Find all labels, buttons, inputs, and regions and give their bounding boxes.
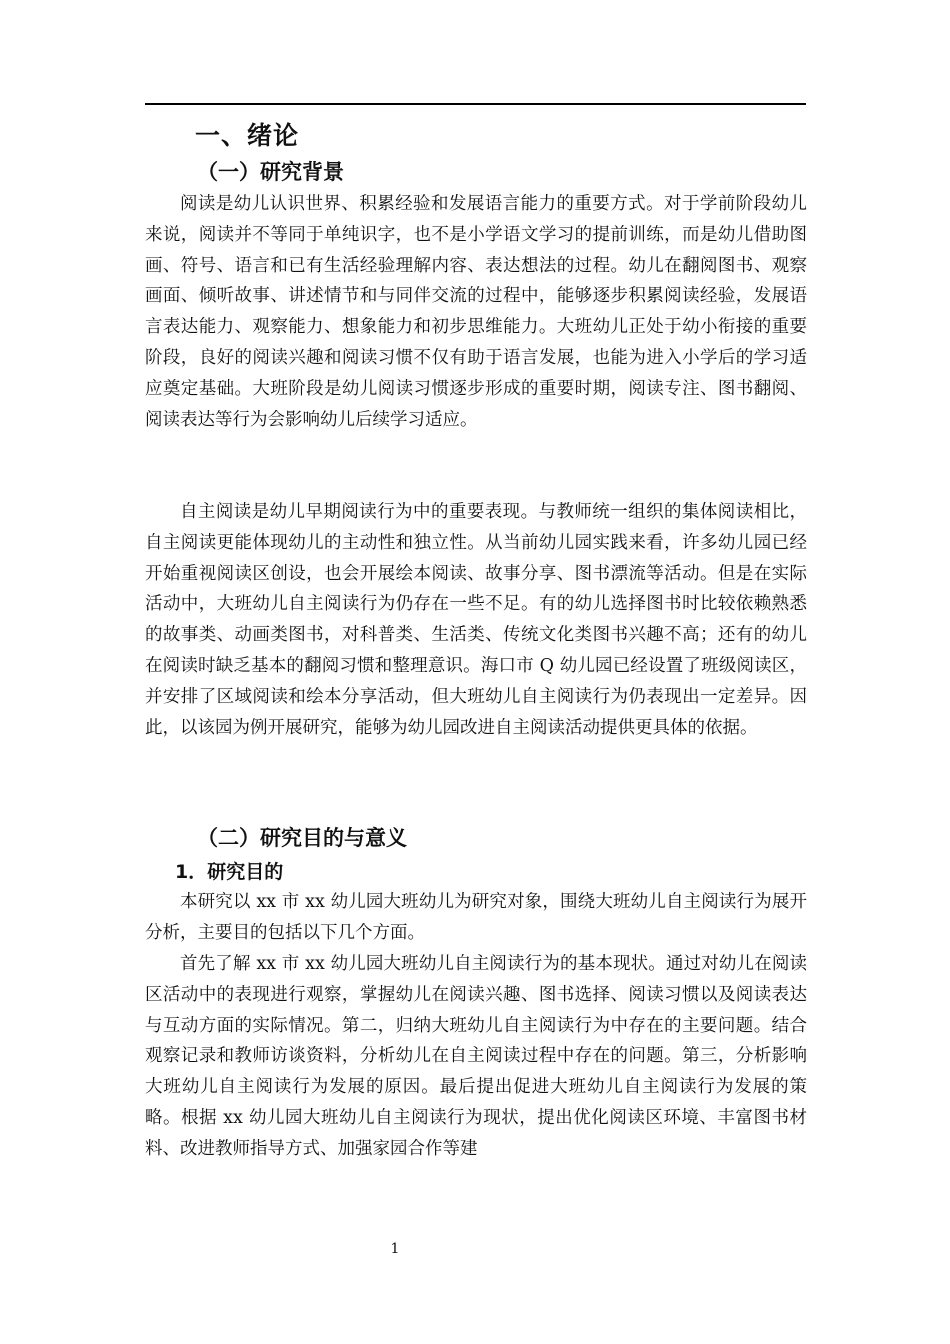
paragraph-background-2: 自主阅读是幼儿早期阅读行为中的重要表现。与教师统一组织的集体阅读相比，自主阅读更能体现幼儿的主动性和独立性。从当前幼儿园实践来看，许多幼儿园已经开始重视阅读区创设，也会开展绘本阅读、故事分享、图书漂流等活动。但是在实际活动中，大班幼儿自主阅读行为仍存在一些不足。有的幼儿选择图书时比较依赖熟悉的故事类、动画类图书，对科普类、生活类、传统文化类图书兴趣不高；还有的幼儿在阅读时缺乏基本的翻阅习惯和整理意识。海口市 Q 幼儿园已经设置了班级阅读区，并安排了区域阅读和绘本分享活动，但大班幼儿自主阅读行为仍表现出一定差异。因此，以该园为例开展研究，能够为幼儿园改进自主阅读活动提供更具体的依据。: [145, 502, 807, 738]
section-heading-purpose: （二）研究目的与意义: [197, 826, 407, 850]
paragraph-background-1: 阅读是幼儿认识世界、积累经验和发展语言能力的重要方式。对于学前阶段幼儿来说，阅读并不等同于单纯识字，也不是小学语文学习的提前训练，而是幼儿借助图画、符号、语言和已有生活经验理解内容、表达想法的过程。幼儿在翻阅图书、观察画面、倾听故事、讲述情节和与同伴交流的过程中，能够逐步积累阅读经验，发展语言表达能力、观察能力、想象能力和初步思维能力。大班幼儿正处于幼小衔接的重要阶段，良好的阅读兴趣和阅读习惯不仅有助于语言发展，也能为进入小学后的学习适应奠定基础。大班阶段是幼儿阅读习惯逐步形成的重要时期，阅读专注、图书翻阅、阅读表达等行为会影响幼儿后续学习适应。: [145, 194, 807, 430]
paragraph-goal-detail: 首先了解 xx 市 xx 幼儿园大班幼儿自主阅读行为的基本现状。通过对幼儿在阅读区活动中的表现进行观察，掌握幼儿在阅读兴趣、图书选择、阅读习惯以及阅读表达与互动方面的实际情况。第二，归纳大班幼儿自主阅读行为中存在的主要问题。结合观察记录和教师访谈资料，分析幼儿在自主阅读过程中存在的问题。第三，分析影响大班幼儿自主阅读行为发展的原因。最后提出促进大班幼儿自主阅读行为发展的策略。根据 xx 幼儿园大班幼儿自主阅读行为现状，提出优化阅读区环境、丰富图书材料、改进教师指导方式、加强家园合作等建: [145, 954, 807, 1159]
page-number: 1: [390, 1241, 400, 1257]
paragraph-goal-intro: 本研究以 xx 市 xx 幼儿园大班幼儿为研究对象，围绕大班幼儿自主阅读行为展开分析，主要目的包括以下几个方面。: [145, 892, 807, 943]
chapter-heading: 一、绪论: [195, 121, 300, 150]
header-rule: [145, 103, 806, 105]
subsection-heading-goal: 1．研究目的: [175, 861, 284, 883]
section-heading-background: （一）研究背景: [197, 160, 344, 184]
